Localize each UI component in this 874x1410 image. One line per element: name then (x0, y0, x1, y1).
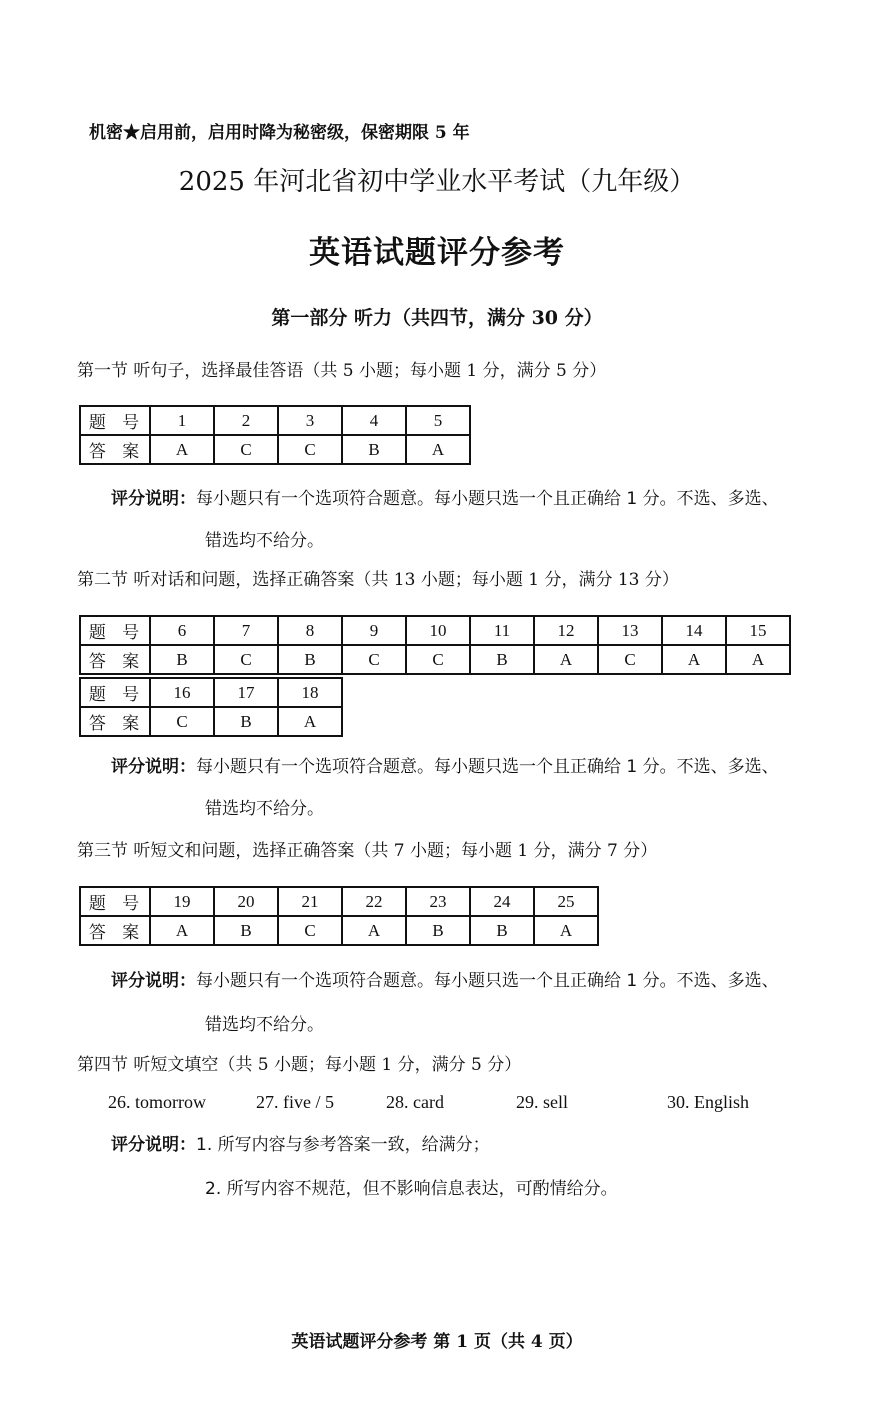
question-cell: 21 (278, 887, 342, 916)
scoring-note-4-cont: 2. 所写内容不规范，但不影响信息表达，可酌情给分。 (205, 1179, 618, 1199)
scoring-note-2 (111, 752, 779, 777)
answer-cell: A (150, 916, 214, 945)
question-number-label: 题 号 (80, 616, 150, 645)
section-2-title: 第二节 听对话和问题，选择正确答案（共 13 小题；每小题 1 分，满分 13 分） (77, 570, 679, 590)
answer-cell: A (406, 435, 470, 464)
scoring-note-label: 评分说明： (111, 1135, 196, 1155)
question-cell: 15 (726, 616, 790, 645)
section-4-title: 第四节 听短文填空（共 5 小题；每小题 1 分，满分 5 分） (77, 1055, 522, 1075)
question-cell: 3 (278, 406, 342, 435)
question-number-label: 题 号 (80, 678, 150, 707)
question-number-label: 题 号 (80, 406, 150, 435)
answer-cell: C (150, 707, 214, 736)
answer-cell: C (406, 645, 470, 674)
question-cell: 13 (598, 616, 662, 645)
question-cell: 18 (278, 678, 342, 707)
question-number-row (80, 616, 790, 645)
scoring-note-label: 评分说明： (111, 489, 196, 509)
answer-cell: A (342, 916, 406, 945)
question-cell: 5 (406, 406, 470, 435)
question-number-label: 题 号 (80, 887, 150, 916)
scoring-note-1 (111, 484, 779, 509)
question-cell: 22 (342, 887, 406, 916)
scoring-note-text: 每小题只有一个选项符合题意。每小题只选一个且正确给 1 分。不选、多选、 (196, 489, 779, 509)
scoring-note-text: 每小题只有一个选项符合题意。每小题只选一个且正确给 1 分。不选、多选、 (196, 757, 779, 777)
answer-label: 答 案 (80, 916, 150, 945)
question-cell: 4 (342, 406, 406, 435)
question-number-row (80, 406, 470, 435)
answer-cell: C (342, 645, 406, 674)
answer-cell: B (470, 645, 534, 674)
question-cell: 7 (214, 616, 278, 645)
answer-cell: B (342, 435, 406, 464)
answer-row (80, 645, 790, 674)
section-3-title: 第三节 听短文和问题，选择正确答案（共 7 小题；每小题 1 分，满分 7 分） (77, 841, 658, 861)
answer-cell: A (534, 916, 598, 945)
answer-cell: B (406, 916, 470, 945)
fill-answer-26: 26. tomorrow (108, 1092, 206, 1112)
question-cell: 20 (214, 887, 278, 916)
question-number-row (80, 678, 342, 707)
section-3-answer-table (79, 886, 599, 946)
answer-cell: B (214, 707, 278, 736)
question-cell: 1 (150, 406, 214, 435)
scoring-note-3 (111, 966, 779, 991)
answer-cell: A (726, 645, 790, 674)
answer-cell: B (470, 916, 534, 945)
answer-cell: C (278, 916, 342, 945)
answer-cell: B (278, 645, 342, 674)
question-cell: 6 (150, 616, 214, 645)
question-cell: 12 (534, 616, 598, 645)
question-number-row (80, 887, 598, 916)
question-cell: 16 (150, 678, 214, 707)
answer-label: 答 案 (80, 707, 150, 736)
section-2-answer-table-row2 (79, 677, 343, 737)
answer-cell: A (662, 645, 726, 674)
answer-label: 答 案 (80, 645, 150, 674)
question-cell: 11 (470, 616, 534, 645)
question-cell: 23 (406, 887, 470, 916)
part-one-heading: 第一部分 听力（共四节，满分 30 分） (271, 307, 603, 329)
section-1-title: 第一节 听句子，选择最佳答语（共 5 小题；每小题 1 分，满分 5 分） (77, 361, 607, 381)
question-cell: 17 (214, 678, 278, 707)
question-cell: 8 (278, 616, 342, 645)
question-cell: 25 (534, 887, 598, 916)
section-1-answer-table (79, 405, 471, 465)
scoring-note-text: 每小题只有一个选项符合题意。每小题只选一个且正确给 1 分。不选、多选、 (196, 971, 779, 991)
answer-cell: A (150, 435, 214, 464)
scoring-note-3-cont: 错选均不给分。 (205, 1015, 324, 1035)
answer-cell: C (214, 645, 278, 674)
question-cell: 2 (214, 406, 278, 435)
answer-row (80, 707, 342, 736)
scoring-note-2-cont: 错选均不给分。 (205, 799, 324, 819)
answer-cell: C (278, 435, 342, 464)
fill-answer-30: 30. English (667, 1092, 750, 1112)
fill-answer-27: 27. five / 5 (256, 1092, 334, 1112)
fill-answer-28: 28. card (386, 1092, 444, 1112)
scoring-note-4 (111, 1130, 490, 1155)
scoring-note-label: 评分说明： (111, 971, 196, 991)
scoring-note-text: 1. 所写内容与参考答案一致，给满分； (196, 1135, 490, 1155)
question-cell: 14 (662, 616, 726, 645)
answer-row (80, 916, 598, 945)
scoring-note-1-cont: 错选均不给分。 (205, 531, 324, 551)
scoring-note-label: 评分说明： (111, 757, 196, 777)
question-cell: 9 (342, 616, 406, 645)
answer-label: 答 案 (80, 435, 150, 464)
answer-row (80, 435, 470, 464)
document-subtitle: 英语试题评分参考 (309, 235, 565, 271)
answer-cell: B (150, 645, 214, 674)
answer-cell: A (278, 707, 342, 736)
section-2-answer-table (79, 615, 791, 675)
answer-cell: A (534, 645, 598, 674)
fill-answer-29: 29. sell (516, 1092, 568, 1112)
answer-cell: C (598, 645, 662, 674)
question-cell: 19 (150, 887, 214, 916)
question-cell: 24 (470, 887, 534, 916)
answer-cell: B (214, 916, 278, 945)
page-footer: 英语试题评分参考 第 1 页（共 4 页） (291, 1332, 583, 1352)
question-cell: 10 (406, 616, 470, 645)
exam-title: 2025 年河北省初中学业水平考试（九年级） (178, 167, 696, 197)
confidentiality-notice: 机密★启用前，启用时降为秘密级，保密期限 5 年 (89, 123, 470, 143)
answer-cell: C (214, 435, 278, 464)
